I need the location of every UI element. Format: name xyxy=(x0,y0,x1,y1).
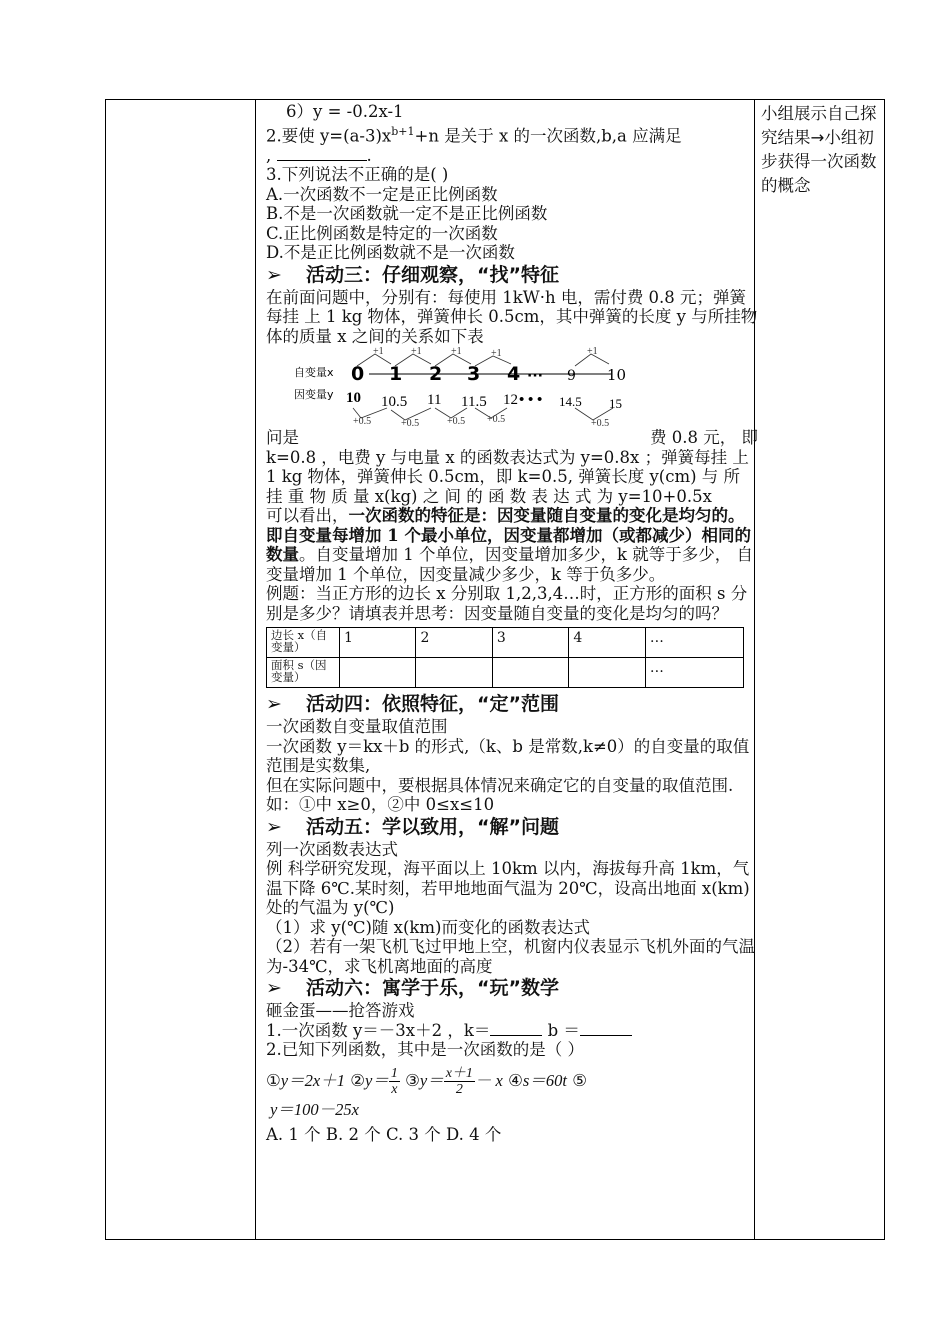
activity-4-paragraph-3: 但在实际问题中，要根据具体情况来确定它的自变量的取值范围. xyxy=(266,775,734,795)
function-list: ①y＝2x＋1 ②y＝ $\frac{1}{x}$ ③y＝ $\frac{x+1}{2}$ － x ④s＝60t ⑤ xyxy=(266,1065,587,1097)
plus-half-label: +0.5 xyxy=(353,416,372,427)
activity-4-heading: ➢ 活动四：依照特征，“定”范围 xyxy=(266,693,559,715)
activity-4-paragraph-1: 一次函数自变量取值范围 xyxy=(266,717,448,736)
table-cell: 3 xyxy=(492,628,568,658)
activity-5-paragraph-3: （1）求 y(℃)随 x(km)而变化的函数表达式 xyxy=(266,917,590,937)
teacher-note: 小组展示自己探究结果→小组初步获得一次函数的概念 xyxy=(761,104,877,195)
activity-3-paragraph-4: 可以看出，一次函数的特征是：因变量随自变量的变化是均匀的。即自变量每增加 1 个最小单位，因变量都增加（或都减少）相同的数量。自变量增加 1 个单位，因变量增加多少，k 就等于多少， 自变量增加 1 个单位，因变量减少多少，k 等于负多少。 xyxy=(266,506,753,584)
table-cell[interactable] xyxy=(569,658,645,688)
row2-label: 因变量y xyxy=(294,388,334,401)
activity-content xyxy=(266,102,758,1145)
activity-4-paragraph-2: 一次函数 y＝kx＋b 的形式,（k、b 是常数,k≠0）的自变量的取值范围是实数集, xyxy=(266,736,750,775)
activity-4-paragraph-4: 如：①中 x≥0，②中 0≤x≤10 xyxy=(266,795,495,814)
answer-blank[interactable] xyxy=(277,146,367,161)
question-3: 3.下列说法不正确的是( ) xyxy=(266,165,449,184)
activity-6-heading: ➢ 活动六：寓学于乐，“玩”数学 xyxy=(266,977,559,999)
activity-6-question-2: 2.已知下列函数，其中是一次函数的是（ ） xyxy=(266,1040,584,1059)
table-cell: 4 xyxy=(569,628,645,658)
x-value-3: 3 xyxy=(467,363,481,385)
activity-5-paragraph-4: （2）若有一架飞机飞过甲地上空，机窗内仪表显示飞机外面的气温为-34℃，求飞机离地面的高度 xyxy=(266,937,755,976)
option-c: C.正比例函数是特定的一次函数 xyxy=(266,223,498,243)
plus-half-label: +0.5 xyxy=(591,418,610,428)
spring-diagram-svg xyxy=(291,346,671,428)
table-cell: 1 xyxy=(340,628,416,658)
spring-diagram xyxy=(291,346,758,428)
option-d: D.不是正比例函数就不是一次函数 xyxy=(266,243,515,262)
activity-3-paragraph-2: 问是 费 0.8 元， 即 xyxy=(266,428,758,447)
table-cell[interactable] xyxy=(340,658,416,688)
x-value-10: 10 xyxy=(607,366,627,384)
activity-3-example: 例题：当正方形的边长 x 分别取 1,2,3,4…时，正方形的面积 s 分别是多少？请填表并思考：因变量随自变量的变化是均匀的吗？ xyxy=(266,584,748,623)
b-blank[interactable] xyxy=(580,1021,632,1036)
y-value-14-5: 14.5 xyxy=(559,394,582,409)
square-area-table xyxy=(266,627,744,688)
plus-1-label: +1 xyxy=(451,346,462,357)
activity-3-paragraph-3: k=0.8 ，电费 y 与电量 x 的函数表达式为 y=0.8x ；弹簧每挂 上 1 kg 物体，弹簧伸长 0.5cm，即 k=0.5, 弹簧长度 y(cm) 与 所 挂 重 物 质 量 x(kg) 之 间 的 函 数 表 达 式 为 y=10+0.5x xyxy=(266,447,749,506)
y-dots: • • • xyxy=(519,392,543,408)
k-blank[interactable] xyxy=(490,1021,542,1036)
plus-half-label: +0.5 xyxy=(401,418,420,428)
plus-1-label: +1 xyxy=(587,346,598,357)
line-6: 6）y = -0.2x-1 xyxy=(286,102,404,121)
table-row-label: 面积 s（因变量） xyxy=(267,658,340,688)
x-dots: ··· xyxy=(527,368,543,384)
lesson-table xyxy=(105,99,885,1240)
y-value-1: 10.5 xyxy=(381,394,408,410)
y-value-0: 10 xyxy=(346,390,361,406)
x-value-1: 1 xyxy=(389,363,403,385)
question-2: 2.要使 $y=(a-3)x^{b+1}+n$ 是关于 x 的一次函数,b,a 应满足 xyxy=(266,124,682,145)
table-cell[interactable] xyxy=(492,658,568,688)
arrow-bullet-icon: ➢ xyxy=(266,977,282,999)
table-row xyxy=(267,628,744,658)
column-divider-1 xyxy=(255,100,256,1239)
table-cell: … xyxy=(645,628,743,658)
plus-1-label: +1 xyxy=(491,348,502,359)
y-value-3: 11.5 xyxy=(461,394,487,410)
y-value-2: 11 xyxy=(427,392,442,408)
table-cell: … xyxy=(645,658,743,688)
question-2-blank: , . xyxy=(266,145,372,165)
arrow-bullet-icon: ➢ xyxy=(266,263,282,286)
row1-label: 自变量x xyxy=(294,366,334,379)
function-5: y＝100－25x xyxy=(270,1099,359,1119)
activity-6-paragraph-1: 砸金蛋——抢答游戏 xyxy=(266,1001,415,1020)
answer-options: A. 1 个 B. 2 个 C. 3 个 D. 4 个 xyxy=(266,1125,502,1144)
plus-half-label: +0.5 xyxy=(447,416,466,427)
activity-3-paragraph-1: 在前面问题中，分别有：每使用 1kW·h 电，需付费 0.8 元；弹簧每挂 上 1 kg 物体，弹簧伸长 0.5cm，其中弹簧的长度 y 与所挂物体的质量 x 之间的关系如下表 xyxy=(266,287,758,346)
activity-3-heading: ➢ 活动三：仔细观察，“找”特征 xyxy=(266,263,559,286)
x-value-0: 0 xyxy=(351,363,365,385)
option-b: B.不是一次函数就一定不是正比例函数 xyxy=(266,204,548,223)
table-row xyxy=(267,658,744,688)
activity-6-question-1: 1.一次函数 y＝－3x＋2 ，k＝ b ＝ xyxy=(266,1021,758,1041)
arrow-bullet-icon: ➢ xyxy=(266,815,282,838)
fraction: $\frac{1}{x}$ xyxy=(390,1065,398,1097)
activity-5-paragraph-1: 列一次函数表达式 xyxy=(266,839,398,859)
plus-1-label: +1 xyxy=(373,346,384,357)
activity-5-paragraph-2: 例 科学研究发现，海平面以上 10km 以内，海拔每升高 1km，气温下降 6℃.某时刻，若甲地地面气温为 20℃，设高出地面 x(km)处的气温为 y(℃) xyxy=(266,859,750,917)
activity-5-heading: ➢ 活动五：学以致用，“解”问题 xyxy=(266,815,559,838)
y-value-15: 15 xyxy=(609,396,622,411)
option-a: A.一次函数不一定是正比例函数 xyxy=(266,184,498,204)
x-value-4: 4 xyxy=(507,363,521,385)
table-cell[interactable] xyxy=(416,658,492,688)
arrow-bullet-icon: ➢ xyxy=(266,693,282,715)
table-cell: 2 xyxy=(416,628,492,658)
plus-1-label: +1 xyxy=(411,346,422,357)
x-value-2: 2 xyxy=(429,363,443,385)
table-row-label: 边长 x（自变量） xyxy=(267,628,340,658)
plus-half-label: +0.5 xyxy=(487,414,506,425)
y-value-4: 12 xyxy=(503,392,518,408)
x-value-9: 9 xyxy=(567,368,576,384)
fraction: $\frac{x+1}{2}$ xyxy=(445,1065,473,1097)
